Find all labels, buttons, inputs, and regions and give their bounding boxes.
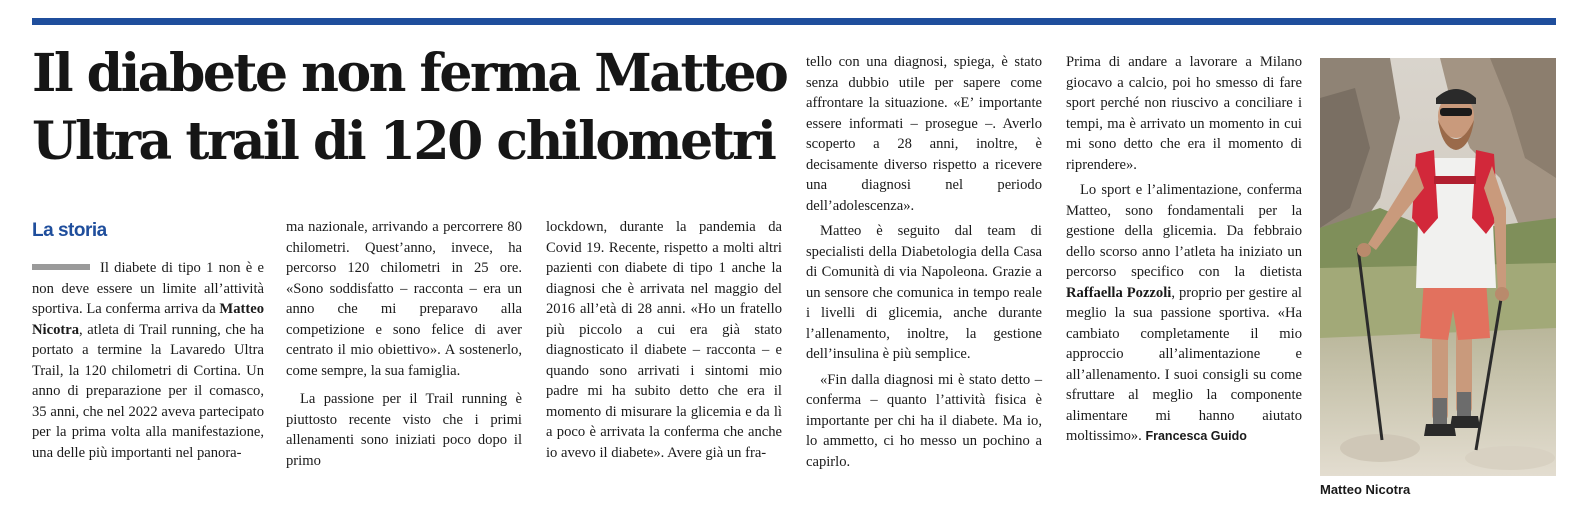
paragraph: «Fin dalla diagnosi mi è stato detto – conferma – quanto l’attività fisica è importante per chi ha il diabete. Ma io, lo ammetto, ci ho messo un pochino a capirlo. — [806, 371, 1042, 470]
section-label: La storia — [32, 220, 107, 241]
paragraph: tello con una diagnosi, spiega, è stato senza dubbio utile per sapere come affrontare la situazione. «E’ importante essere informati – prosegue –. Averlo scoperto a 28 anni, inoltre, è decisamente diverso rispetto a ricevere una diagnosi nel periodo dell’adolescenza». — [806, 54, 1042, 214]
paragraph: ma nazionale, arrivando a percorrere 80 chilometri. Quest’anno, invece, ha percorso 120 chilometri in 25 ore. «Sono soddisfatto – racconta – era un anno che mi preparavo alla competizione e sono felice di aver centrato il mio obiettivo». A sostenerlo, come sempre, la sua famiglia. — [286, 219, 522, 379]
photo-caption: Matteo Nicotra — [1320, 482, 1411, 497]
article-column-4 — [806, 52, 1042, 472]
dietitian-name: Raffaella Pozzoli — [1066, 284, 1172, 301]
lead-rule — [32, 264, 90, 270]
author-byline: Francesca Guido — [1145, 429, 1247, 443]
top-rule — [32, 18, 1556, 25]
text-run: Lo sport e l’alimentazione, conferma Matteo, sono fondamentali per la gestione della glicemia. Da febbraio dello scorso anno l’atleta ha iniziato un percorso specifico con la dietista — [1066, 182, 1302, 280]
headline-line-2: Ultra trail di 120 chilometri — [32, 111, 775, 172]
paragraph — [1066, 180, 1302, 447]
paragraph — [32, 258, 264, 463]
trail-runner-illustration — [1320, 58, 1556, 476]
text-run: Il diabete di tipo 1 non è e non deve essere un limite all’attività sportiva. La conferma arriva da — [32, 260, 264, 317]
athlete-name: Matteo Nicotra — [32, 301, 264, 338]
text-run: , atleta di Trail running, che ha portato a termine la Lavaredo Ultra Trail, la 120 chilometri di Cortina. Un anno di preparazione per il comasco, 35 anni, che nel 2022 aveva partecipato per la prima volta alla manifestazione, una delle più importanti nel panora- — [32, 321, 264, 461]
article-column-5 — [1066, 52, 1302, 447]
article-column-2 — [286, 217, 522, 471]
paragraph: Prima di andare a lavorare a Milano giocavo a calcio, poi ho smesso di fare sport perché non riuscivo a conciliare i tempi, ma è arrivato un momento in cui mi sono detto che era il momento di riprendere». — [1066, 54, 1302, 173]
athlete-photo — [1320, 58, 1556, 476]
paragraph: Matteo è seguito dal team di specialisti della Diabetologia della Casa di Comunità di via Napoleona. Grazie a un sensore che comunica in tempo reale i livelli di glicemia, anche durante l’allenamento, inoltre, la gestione dell’insulina è più semplice. — [806, 223, 1042, 362]
paragraph: La passione per il Trail running è piuttosto recente visto che i primi allenamenti sono iniziati poco dopo il primo — [286, 391, 522, 469]
text-run: , proprio per gestire al meglio la sua passione sportiva. «Ha cambiato completamente il mio approccio all’alimentazione e all’allenamento. I suoi consigli su come sfruttare al meglio la componente alimentare mi hanno aiutato moltissimo». — [1066, 284, 1302, 444]
headline-line-1: Il diabete non ferma Matteo — [32, 43, 787, 104]
article-headline — [32, 40, 792, 176]
article-column-1 — [32, 258, 264, 463]
article-column-3 — [546, 217, 782, 463]
paragraph: lockdown, durante la pandemia da Covid 19. Recente, rispetto a molti altri pazienti con diabete di tipo 1 anche la diagnosi che è arrivata nel maggio del 2016 all’età di 28 anni. «Ho un fratello più piccolo a cui era già stato diagnosticato il diabete – racconta – e quando sono arrivati i sintomi mio padre mi ha subito detto che era il momento di misurare la glicemia e da lì a poco è arrivata la conferma che anche io avevo il diabete». Avere già un fra- — [546, 219, 782, 461]
